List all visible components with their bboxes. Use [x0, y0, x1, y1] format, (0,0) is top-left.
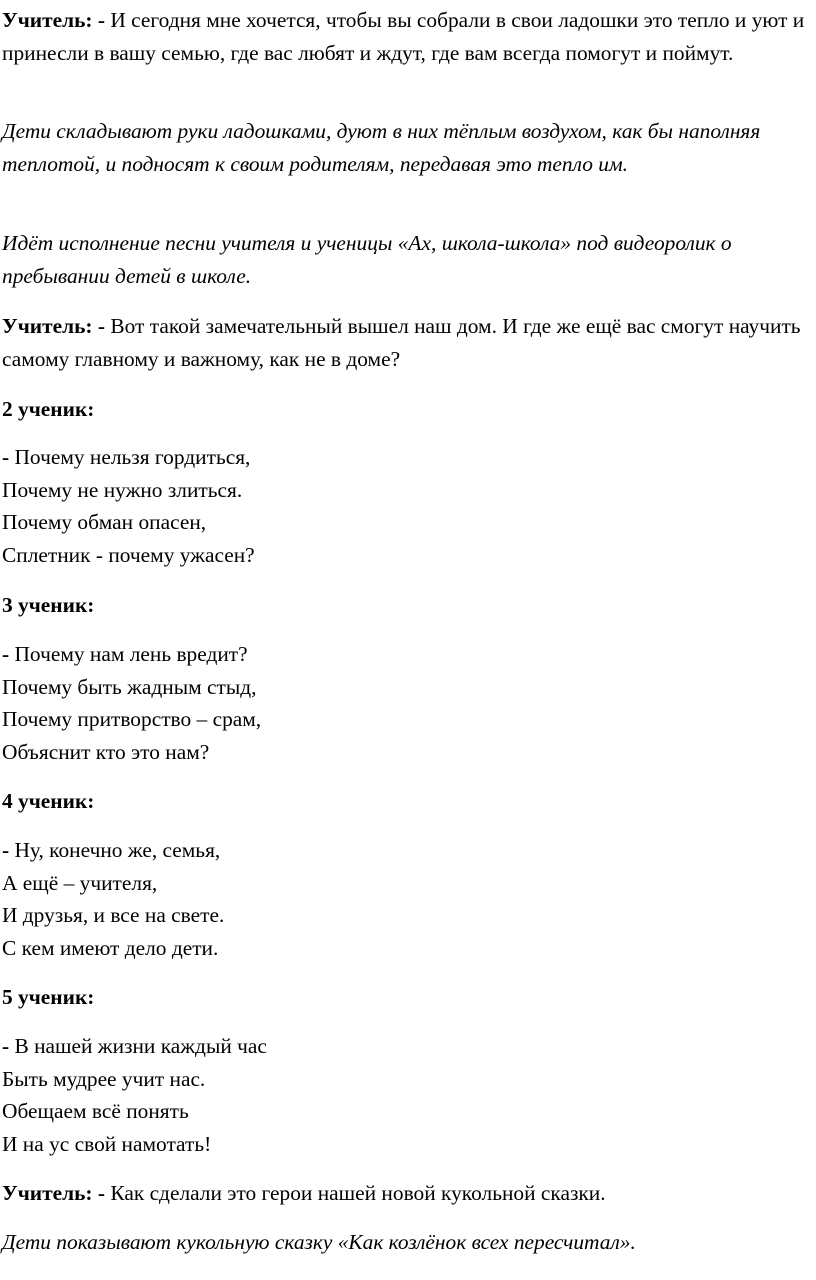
teacher-paragraph-1 — [2, 4, 810, 69]
stage-direction-2: Идёт исполнение песни учителя и ученицы «Ах, школа-школа» под видеоролик о пребывании детей в школе. — [2, 231, 732, 288]
verse-line: Почему обман опасен, — [2, 510, 207, 534]
teacher-paragraph-3 — [2, 1177, 810, 1210]
verse-line: - Почему нам лень вредит? — [2, 642, 248, 666]
speaker-label: Учитель: - — [2, 314, 105, 338]
verse-dash: - — [2, 838, 10, 862]
stage-direction-3: Дети показывают кукольную сказку «Как козлёнок всех пересчитал». — [2, 1230, 636, 1254]
student-3-verse — [2, 638, 810, 768]
student-4-heading: 4 ученик: — [2, 789, 95, 813]
verse-line: И на ус свой намотать! — [2, 1131, 212, 1156]
student-4-verse — [2, 834, 810, 964]
paragraph-text: Как сделали это герои нашей новой кукольной сказки. — [105, 1181, 606, 1205]
verse-line: И друзья, и все на свете. — [2, 903, 225, 927]
verse-line: А ещё – учителя, — [2, 870, 158, 895]
verse-dash: - — [2, 1034, 10, 1058]
verse-line: - В нашей жизни каждый час — [2, 1034, 267, 1058]
student-2-heading: 2 ученик: — [2, 397, 95, 421]
verse-line: Обещаем всё понять — [2, 1099, 189, 1123]
student-3-heading: 3 ученик: — [2, 593, 95, 617]
student-2-verse — [2, 441, 810, 571]
verse-line: - Почему нельзя гордиться, — [2, 445, 251, 469]
teacher-paragraph-2 — [2, 310, 810, 375]
paragraph-text: Вот такой замечательный вышел наш дом. И где же ещё вас смогут научить самому главному и важному, как не в доме? — [2, 314, 801, 371]
verse-line: Почему не нужно злиться. — [2, 477, 243, 502]
speaker-label: Учитель: - — [2, 8, 105, 32]
verse-line: Почему притворство – срам, — [2, 707, 262, 731]
student-5-verse — [2, 1030, 810, 1160]
verse-line: Быть мудрее учит нас. — [2, 1066, 206, 1091]
verse-line: - Ну, конечно же, семья, — [2, 838, 221, 862]
speaker-label: Учитель: - — [2, 1181, 105, 1205]
verse-line: Сплетник - почему ужасен? — [2, 542, 255, 567]
verse-line: Почему быть жадным стыд, — [2, 674, 257, 699]
verse-line: С кем имеют дело дети. — [2, 935, 219, 960]
verse-line: Объяснит кто это нам? — [2, 739, 210, 764]
verse-dash: - — [2, 445, 10, 469]
stage-direction-1: Дети складывают руки ладошками, дуют в них тёплым воздухом, как бы наполняя теплотой, и подносят к своим родителям, передавая это тепло им. — [2, 119, 761, 176]
student-5-heading: 5 ученик: — [2, 985, 95, 1009]
verse-dash: - — [2, 642, 10, 666]
paragraph-text: И сегодня мне хочется, чтобы вы собрали в свои ладошки это тепло и уют и принесли в вашу семью, где вас любят и ждут, где вам всегда помогут и поймут. — [2, 8, 805, 65]
